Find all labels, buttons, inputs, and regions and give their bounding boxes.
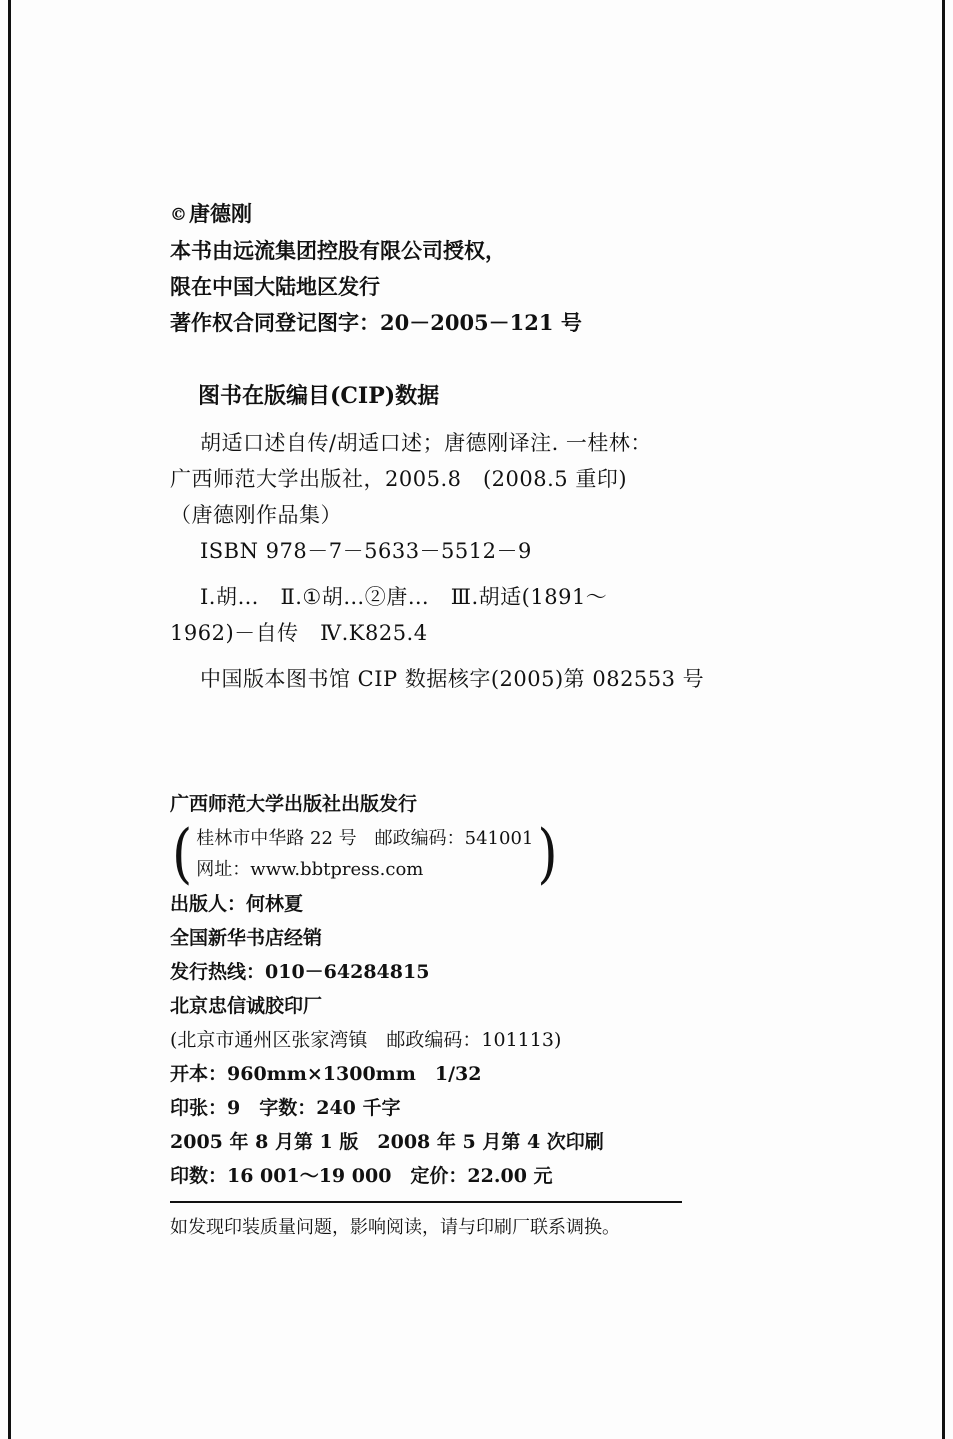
authorization-line-1: 本书由远流集团控股有限公司授权， xyxy=(170,238,506,263)
spacer-cip xyxy=(170,415,810,425)
page-border-left xyxy=(8,0,11,1439)
page-content xyxy=(170,196,810,1243)
cip-line-4: ISBN 978－7－5633－5512－9 xyxy=(200,539,532,563)
left-paren: ( xyxy=(172,816,193,892)
cip-line-2: 广西师范大学出版社，2005.8 (2008.5 重印) xyxy=(170,467,628,491)
publisher-person-line: 出版人：何林夏 xyxy=(170,893,304,915)
publisher-contact-group xyxy=(170,816,810,892)
spacer-1 xyxy=(170,341,810,377)
page-border-right xyxy=(942,0,945,1439)
cip-line-3: （唐德刚作品集） xyxy=(170,503,342,527)
format-line: 开本：960mm×1300mm 1/32 xyxy=(170,1063,482,1085)
distribution-line: 全国新华书店经销 xyxy=(170,927,323,949)
right-paren: ) xyxy=(537,816,558,892)
cip-block xyxy=(170,377,810,697)
copyright-holder-line xyxy=(170,196,810,233)
publication-block xyxy=(170,787,810,1243)
printer-line: 北京忠信诚胶印厂 xyxy=(170,995,323,1017)
copyright-block xyxy=(170,196,810,341)
cip-core-number: 中国版本图书馆 CIP 数据核字(2005)第 082553 号 xyxy=(200,667,705,691)
printer-address-line: (北京市通州区张家湾镇 邮政编码：101113) xyxy=(170,1029,562,1051)
divider xyxy=(170,1201,682,1203)
hotline-line: 发行热线：010－64284815 xyxy=(170,961,430,983)
spacer-cip-3 xyxy=(170,651,810,661)
publisher-line: 广西师范大学出版社出版发行 xyxy=(170,793,418,815)
cip-heading: 图书在版编目(CIP)数据 xyxy=(198,383,440,409)
cip-line-1: 胡适口述自传/胡适口述；唐德刚译注. 一桂林： xyxy=(200,431,652,455)
sheets-line: 印张：9 字数：240 千字 xyxy=(170,1097,401,1119)
quality-note: 如发现印装质量问题，影响阅读，请与印刷厂联系调换。 xyxy=(170,1217,620,1238)
publisher-website: 网址：www.bbtpress.com xyxy=(196,859,424,880)
publisher-contact-inner xyxy=(192,823,537,885)
spacer-cip-2 xyxy=(170,569,810,579)
copyright-icon: © xyxy=(170,205,187,225)
registration-line: 著作权合同登记图字：20－2005－121 号 xyxy=(170,310,582,335)
copyright-holder: 唐德刚 xyxy=(189,201,252,226)
cip-classification-line-1: Ⅰ.胡… Ⅱ.①胡…②唐… Ⅲ.胡适(1891～ xyxy=(200,585,608,609)
cip-classification-line-2: 1962)－自传 Ⅳ.K825.4 xyxy=(170,621,428,645)
print-run-line: 印数：16 001～19 000 定价：22.00 元 xyxy=(170,1165,553,1187)
edition-line: 2005 年 8 月第 1 版 2008 年 5 月第 4 次印刷 xyxy=(170,1131,604,1153)
authorization-line-2: 限在中国大陆地区发行 xyxy=(170,274,380,299)
publisher-address: 桂林市中华路 22 号 邮政编码：541001 xyxy=(196,828,534,849)
